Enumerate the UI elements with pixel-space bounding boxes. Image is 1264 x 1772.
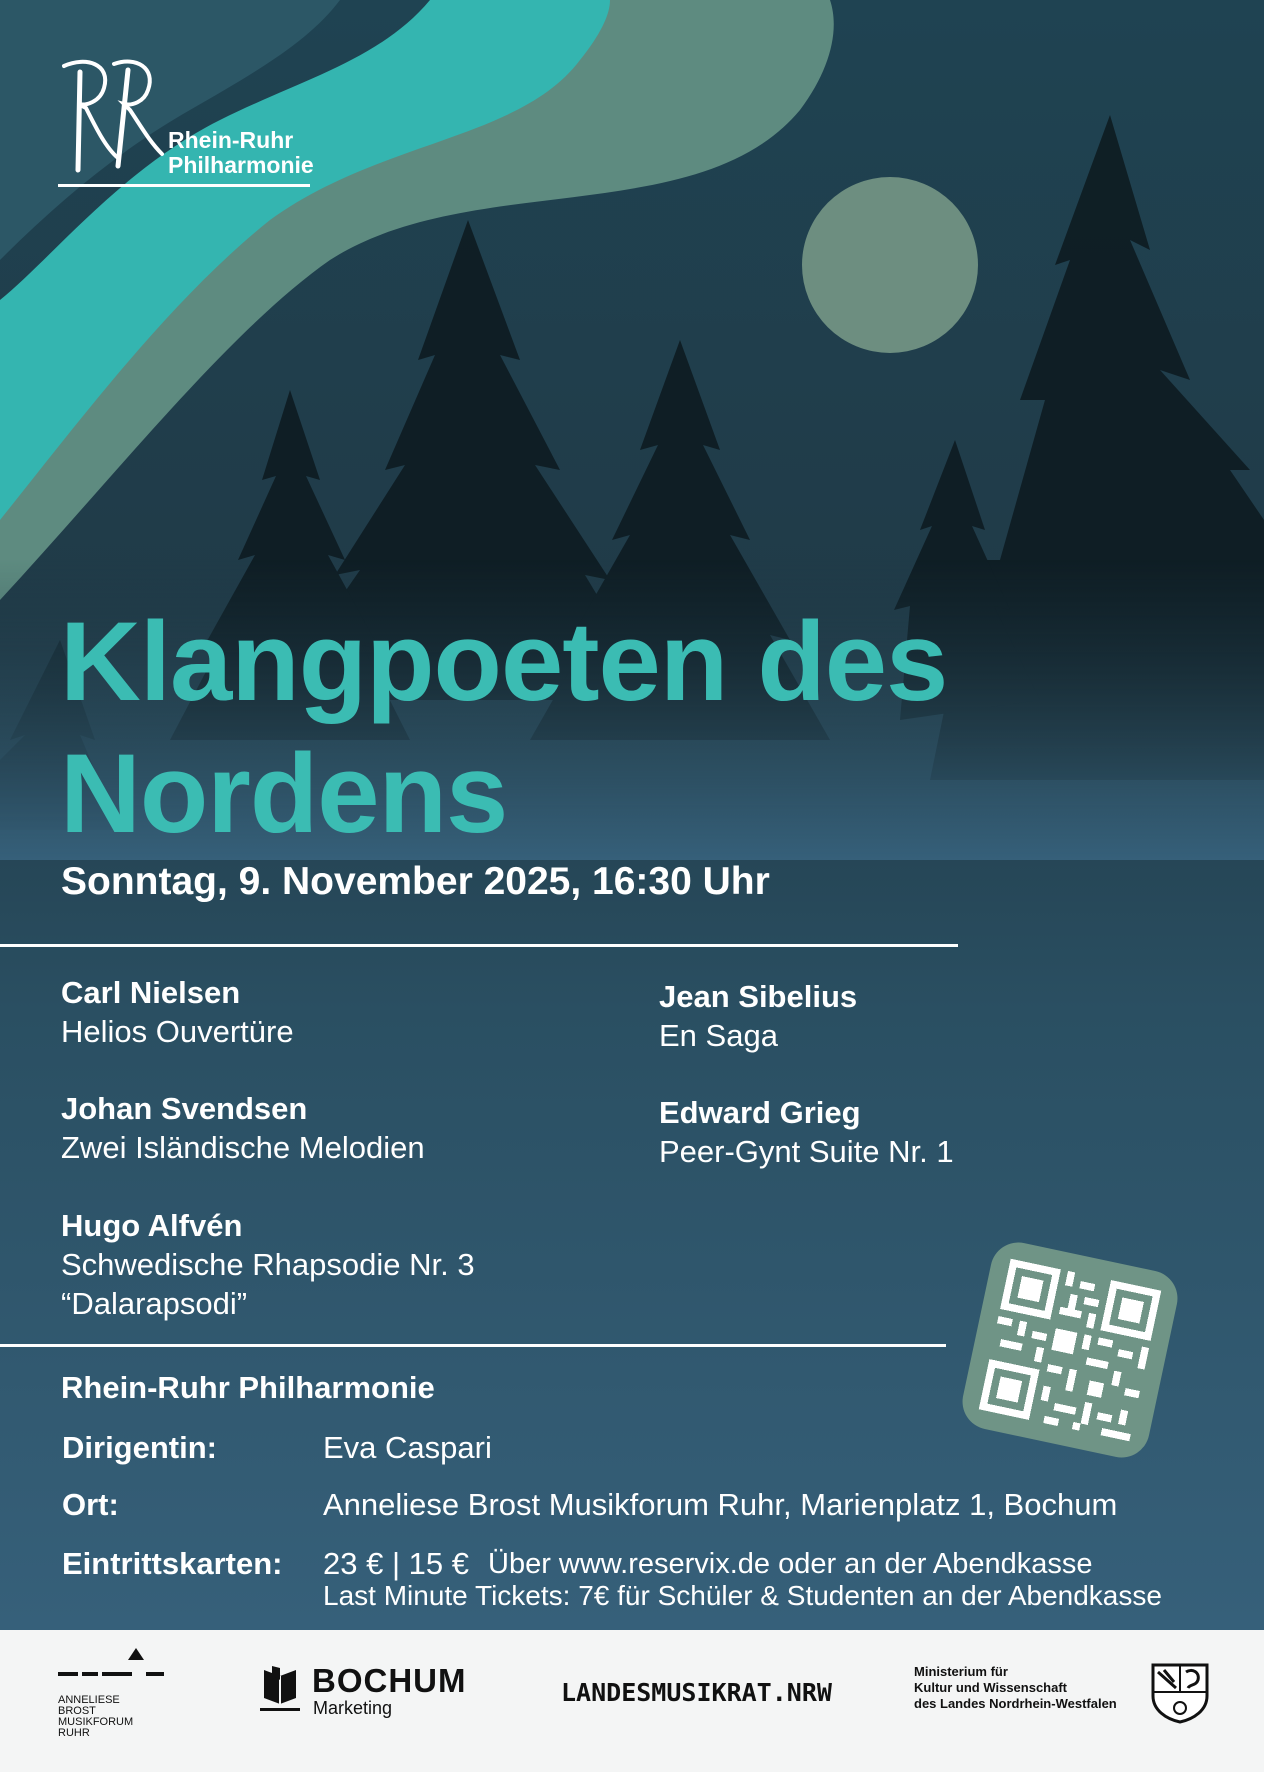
work-title: En Saga — [659, 1018, 778, 1053]
bochum-main: BOCHUM — [312, 1662, 467, 1699]
composer-name: Johan Svendsen — [61, 1091, 308, 1126]
ministry-line: Ministerium für — [914, 1664, 1008, 1679]
qr-code[interactable] — [957, 1237, 1182, 1462]
program-item — [61, 1089, 425, 1167]
bochum-sub: Marketing — [313, 1698, 393, 1718]
abmr-line: RUHR — [58, 1727, 90, 1739]
tickets-label: Eintrittskarten: — [62, 1546, 283, 1581]
logo-line-1: Rhein-Ruhr — [168, 127, 294, 153]
landesmusikrat-main: LANDESMUSIKRAT — [561, 1678, 772, 1707]
landesmusikrat-tld: .NRW — [771, 1678, 832, 1707]
program-item — [659, 1093, 954, 1171]
ministry-line: Kultur und Wissenschaft — [914, 1680, 1068, 1695]
bochum-book-icon — [260, 1664, 300, 1712]
ministry-text — [914, 1664, 1117, 1712]
landesmusikrat-logo — [561, 1678, 832, 1707]
abmr-line: BROST — [58, 1705, 96, 1717]
divider-top — [0, 944, 958, 947]
abmr-line: MUSIKFORUM — [58, 1716, 134, 1728]
composer-name: Edward Grieg — [659, 1095, 861, 1130]
rrp-logo-icon — [56, 58, 176, 178]
composer-name: Jean Sibelius — [659, 979, 858, 1014]
work-title: Schwedische Rhapsodie Nr. 3 — [61, 1247, 475, 1282]
title-line-1: Klangpoeten des — [60, 599, 948, 724]
work-subtitle: “Dalarapsodi” — [61, 1286, 248, 1321]
bochum-marketing-logo — [260, 1664, 470, 1720]
conductor-value: Eva Caspari — [323, 1430, 492, 1465]
divider-bottom — [0, 1344, 946, 1347]
abmr-logo-icon — [58, 1648, 166, 1688]
program-item — [61, 973, 294, 1051]
abmr-logo — [58, 1648, 166, 1739]
rrp-logo — [56, 58, 316, 193]
logo-line-2: Philharmonie — [168, 152, 314, 178]
program-item — [659, 977, 857, 1055]
title-line-2: Nordens — [60, 731, 508, 856]
logo-text — [168, 128, 314, 178]
work-title: Zwei Isländische Melodien — [61, 1130, 425, 1165]
conductor-label: Dirigentin: — [62, 1430, 217, 1465]
work-title: Helios Ouvertüre — [61, 1014, 294, 1049]
venue-label: Ort: — [62, 1487, 119, 1522]
tickets-where: Über www.reservix.de oder an der Abendkasse — [488, 1548, 1093, 1580]
composer-name: Hugo Alfvén — [61, 1208, 243, 1243]
abmr-text — [58, 1695, 166, 1739]
work-title: Peer-Gynt Suite Nr. 1 — [659, 1134, 954, 1169]
nrw-coat-of-arms-icon — [1150, 1662, 1210, 1724]
moon — [802, 177, 978, 353]
composer-name: Carl Nielsen — [61, 975, 241, 1010]
tickets-lastminute: Last Minute Tickets: 7€ für Schüler & Studenten an der Abendkasse — [323, 1580, 1162, 1611]
program-item — [61, 1206, 475, 1323]
orchestra-name: Rhein-Ruhr Philharmonie — [61, 1370, 435, 1405]
qr-code-icon — [979, 1259, 1162, 1442]
concert-datetime: Sonntag, 9. November 2025, 16:30 Uhr — [61, 860, 770, 903]
concert-title — [60, 596, 947, 860]
sponsor-bar — [0, 1630, 1264, 1772]
logo-underline — [58, 184, 310, 187]
ministry-line: des Landes Nordrhein-Westfalen — [914, 1696, 1117, 1711]
tickets-price: 23 € | 15 € — [323, 1546, 469, 1581]
venue-value: Anneliese Brost Musikforum Ruhr, Marienplatz 1, Bochum — [323, 1487, 1118, 1522]
abmr-line: ANNELIESE — [58, 1694, 120, 1706]
